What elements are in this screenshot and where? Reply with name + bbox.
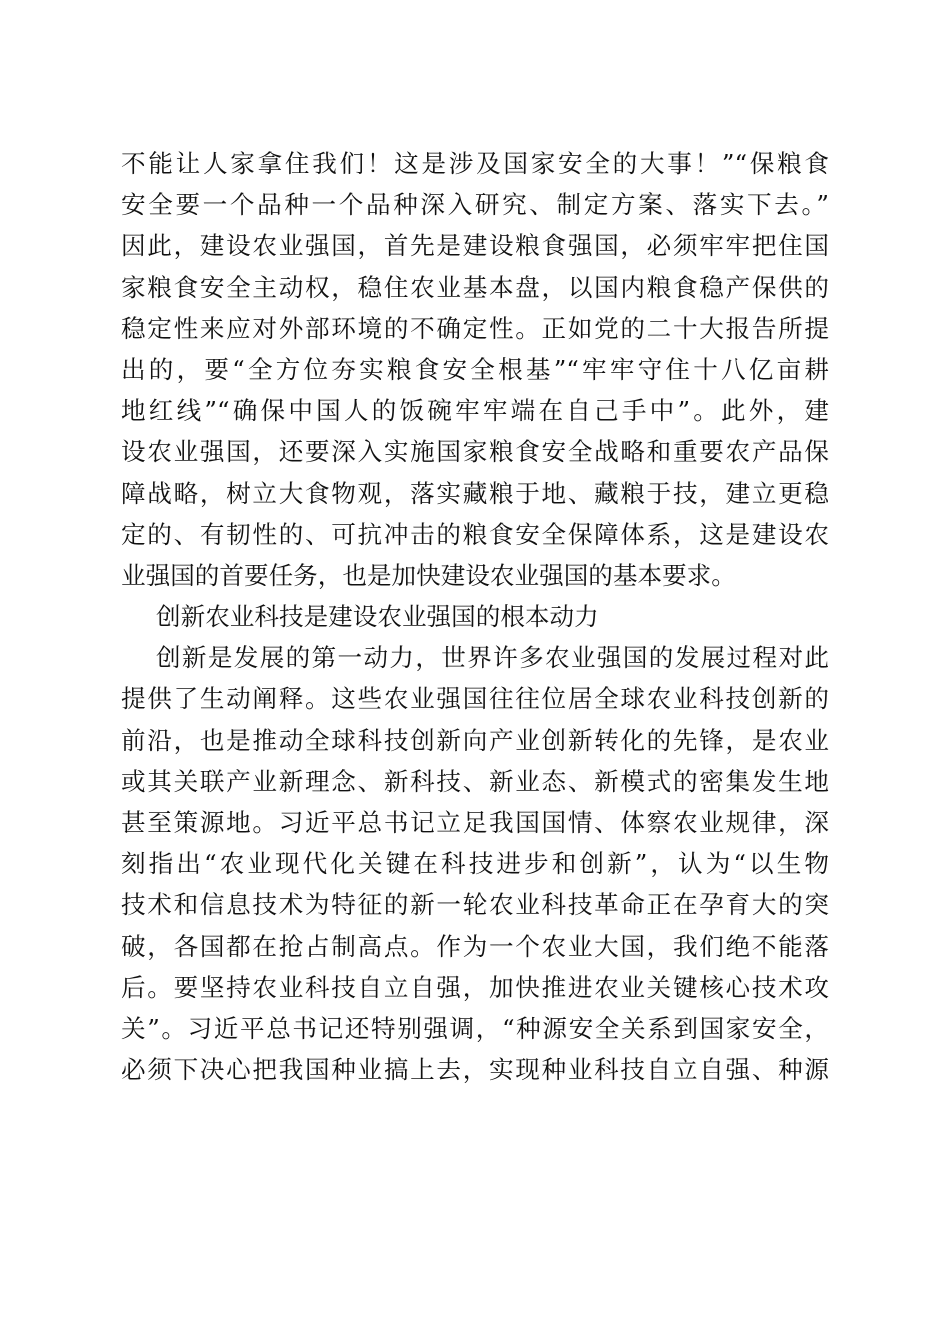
text-line: 定的、有韧性的、可抗冲击的粮食安全保障体系，这是建设农 xyxy=(121,519,829,549)
body-text xyxy=(121,143,829,1090)
text-line: 创新是发展的第一动力，世界许多农业强国的发展过程对此 xyxy=(156,643,829,673)
text-line: 破，各国都在抢占制高点。作为一个农业大国，我们绝不能落 xyxy=(121,931,829,961)
text-line: 出的，要“全方位夯实粮食安全根基”“牢牢守住十八亿亩耕 xyxy=(121,354,829,384)
text-line: 前沿，也是推动全球科技创新向产业创新转化的先锋，是农业 xyxy=(121,725,829,755)
section-heading: 创新农业科技是建设农业强国的根本动力 xyxy=(156,602,599,632)
text-line: 甚至策源地。习近平总书记立足我国国情、体察农业规律，深 xyxy=(121,808,829,837)
text-line: 必须下决心把我国种业搞上去，实现种业科技自立自强、种源 xyxy=(121,1055,829,1085)
text-line: 安全要一个品种一个品种深入研究、制定方案、落实下去。” xyxy=(121,190,829,220)
text-line: 技术和信息技术为特征的新一轮农业科技革命正在孕育大的突 xyxy=(121,890,829,920)
text-line: 刻指出“农业现代化关键在科技进步和创新”，认为“以生物 xyxy=(121,849,829,879)
text-line: 因此，建设农业强国，首先是建设粮食强国，必须牢牢把住国 xyxy=(121,231,829,261)
text-line: 设农业强国，还要深入实施国家粮食安全战略和重要农产品保 xyxy=(121,437,829,467)
text-line: 或其关联产业新理念、新科技、新业态、新模式的密集发生地 xyxy=(121,766,829,796)
paragraph-grain-security xyxy=(121,143,829,596)
text-line: 业强国的首要任务，也是加快建设农业强国的基本要求。 xyxy=(121,560,736,590)
text-line: 关”。习近平总书记还特别强调，“种源安全关系到国家安全， xyxy=(121,1013,829,1043)
text-line: 障战略，树立大食物观，落实藏粮于地、藏粮于技，建立更稳 xyxy=(121,478,829,508)
text-line: 后。要坚持农业科技自立自强，加快推进农业关键核心技术攻 xyxy=(121,972,829,1002)
paragraph-agri-tech xyxy=(121,637,829,1090)
text-line: 稳定性来应对外部环境的不确定性。正如党的二十大报告所提 xyxy=(121,313,829,343)
text-line: 家粮食安全主动权，稳住农业基本盘，以国内粮食稳产保供的 xyxy=(121,272,829,302)
text-line: 地红线”“确保中国人的饭碗牢牢端在自己手中”。此外，建 xyxy=(121,396,829,426)
text-line: 不能让人家拿住我们！这是涉及国家安全的大事！”“保粮食 xyxy=(121,149,829,178)
text-line: 提供了生动阐释。这些农业强国往往位居全球农业科技创新的 xyxy=(121,684,829,714)
